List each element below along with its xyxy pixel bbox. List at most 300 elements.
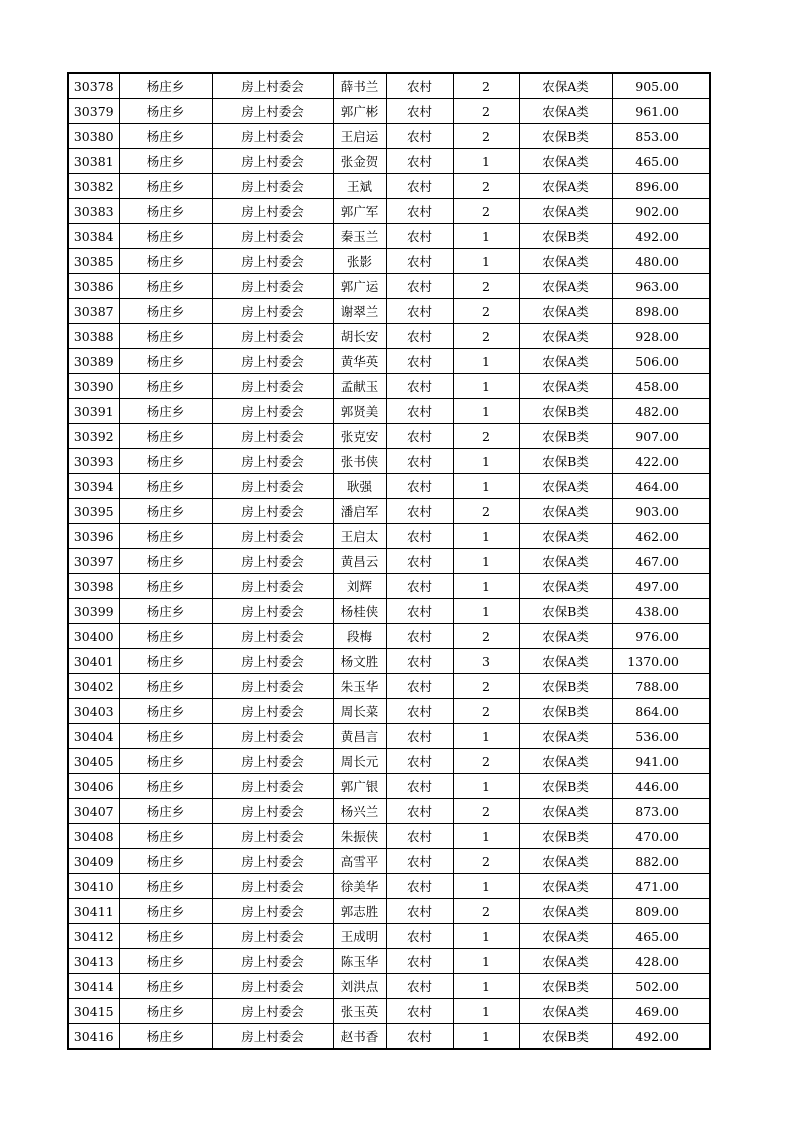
insurance-category-cell: 农保A类 <box>519 874 612 899</box>
residence-type-cell: 农村 <box>386 599 453 624</box>
village-committee-cell: 房上村委会 <box>212 474 333 499</box>
village-committee-cell: 房上村委会 <box>212 499 333 524</box>
serial-number-cell: 30384 <box>68 224 119 249</box>
amount-cell: 471.00 <box>612 874 710 899</box>
residence-type-cell: 农村 <box>386 624 453 649</box>
household-size-cell: 2 <box>453 324 519 349</box>
household-size-cell: 1 <box>453 524 519 549</box>
serial-number-cell: 30392 <box>68 424 119 449</box>
data-table <box>67 72 711 1050</box>
serial-number-cell: 30399 <box>68 599 119 624</box>
amount-cell: 898.00 <box>612 299 710 324</box>
name-cell: 徐美华 <box>333 874 386 899</box>
table-row <box>68 149 710 174</box>
serial-number-cell: 30388 <box>68 324 119 349</box>
amount-cell: 941.00 <box>612 749 710 774</box>
insurance-category-cell: 农保B类 <box>519 124 612 149</box>
township-cell: 杨庄乡 <box>119 399 212 424</box>
township-cell: 杨庄乡 <box>119 724 212 749</box>
amount-cell: 976.00 <box>612 624 710 649</box>
township-cell: 杨庄乡 <box>119 174 212 199</box>
insurance-category-cell: 农保B类 <box>519 1024 612 1050</box>
name-cell: 陈玉华 <box>333 949 386 974</box>
name-cell: 杨兴兰 <box>333 799 386 824</box>
table-row <box>68 73 710 99</box>
amount-cell: 873.00 <box>612 799 710 824</box>
serial-number-cell: 30400 <box>68 624 119 649</box>
name-cell: 朱振侠 <box>333 824 386 849</box>
amount-cell: 882.00 <box>612 849 710 874</box>
name-cell: 谢翠兰 <box>333 299 386 324</box>
household-size-cell: 1 <box>453 999 519 1024</box>
amount-cell: 963.00 <box>612 274 710 299</box>
household-size-cell: 2 <box>453 199 519 224</box>
township-cell: 杨庄乡 <box>119 774 212 799</box>
insurance-category-cell: 农保A类 <box>519 99 612 124</box>
name-cell: 王成明 <box>333 924 386 949</box>
name-cell: 赵书香 <box>333 1024 386 1050</box>
insurance-category-cell: 农保B类 <box>519 449 612 474</box>
amount-cell: 465.00 <box>612 149 710 174</box>
household-size-cell: 1 <box>453 149 519 174</box>
serial-number-cell: 30382 <box>68 174 119 199</box>
name-cell: 郭广运 <box>333 274 386 299</box>
village-committee-cell: 房上村委会 <box>212 624 333 649</box>
insurance-category-cell: 农保B类 <box>519 974 612 999</box>
residence-type-cell: 农村 <box>386 299 453 324</box>
township-cell: 杨庄乡 <box>119 524 212 549</box>
insurance-category-cell: 农保A类 <box>519 924 612 949</box>
residence-type-cell: 农村 <box>386 124 453 149</box>
serial-number-cell: 30389 <box>68 349 119 374</box>
table-row <box>68 649 710 674</box>
insurance-category-cell: 农保A类 <box>519 849 612 874</box>
residence-type-cell: 农村 <box>386 1024 453 1050</box>
serial-number-cell: 30415 <box>68 999 119 1024</box>
village-committee-cell: 房上村委会 <box>212 449 333 474</box>
name-cell: 王启太 <box>333 524 386 549</box>
household-size-cell: 2 <box>453 674 519 699</box>
table-row <box>68 474 710 499</box>
residence-type-cell: 农村 <box>386 749 453 774</box>
name-cell: 郭广军 <box>333 199 386 224</box>
amount-cell: 467.00 <box>612 549 710 574</box>
serial-number-cell: 30409 <box>68 849 119 874</box>
amount-cell: 492.00 <box>612 1024 710 1050</box>
village-committee-cell: 房上村委会 <box>212 799 333 824</box>
insurance-category-cell: 农保A类 <box>519 724 612 749</box>
township-cell: 杨庄乡 <box>119 149 212 174</box>
household-size-cell: 1 <box>453 924 519 949</box>
household-size-cell: 1 <box>453 599 519 624</box>
village-committee-cell: 房上村委会 <box>212 349 333 374</box>
residence-type-cell: 农村 <box>386 574 453 599</box>
name-cell: 张克安 <box>333 424 386 449</box>
amount-cell: 428.00 <box>612 949 710 974</box>
name-cell: 张影 <box>333 249 386 274</box>
serial-number-cell: 30406 <box>68 774 119 799</box>
township-cell: 杨庄乡 <box>119 349 212 374</box>
residence-type-cell: 农村 <box>386 924 453 949</box>
insurance-category-cell: 农保B类 <box>519 599 612 624</box>
residence-type-cell: 农村 <box>386 449 453 474</box>
insurance-category-cell: 农保A类 <box>519 624 612 649</box>
village-committee-cell: 房上村委会 <box>212 124 333 149</box>
insurance-category-cell: 农保A类 <box>519 299 612 324</box>
table-row <box>68 699 710 724</box>
insurance-category-cell: 农保A类 <box>519 349 612 374</box>
name-cell: 高雪平 <box>333 849 386 874</box>
amount-cell: 422.00 <box>612 449 710 474</box>
serial-number-cell: 30385 <box>68 249 119 274</box>
household-size-cell: 2 <box>453 424 519 449</box>
insurance-category-cell: 农保A类 <box>519 249 612 274</box>
serial-number-cell: 30381 <box>68 149 119 174</box>
village-committee-cell: 房上村委会 <box>212 824 333 849</box>
amount-cell: 902.00 <box>612 199 710 224</box>
residence-type-cell: 农村 <box>386 549 453 574</box>
name-cell: 胡长安 <box>333 324 386 349</box>
serial-number-cell: 30411 <box>68 899 119 924</box>
residence-type-cell: 农村 <box>386 824 453 849</box>
serial-number-cell: 30397 <box>68 549 119 574</box>
township-cell: 杨庄乡 <box>119 324 212 349</box>
village-committee-cell: 房上村委会 <box>212 749 333 774</box>
village-committee-cell: 房上村委会 <box>212 224 333 249</box>
name-cell: 朱玉华 <box>333 674 386 699</box>
amount-cell: 497.00 <box>612 574 710 599</box>
township-cell: 杨庄乡 <box>119 549 212 574</box>
amount-cell: 480.00 <box>612 249 710 274</box>
village-committee-cell: 房上村委会 <box>212 899 333 924</box>
village-committee-cell: 房上村委会 <box>212 674 333 699</box>
table-row <box>68 724 710 749</box>
name-cell: 段梅 <box>333 624 386 649</box>
name-cell: 周长菜 <box>333 699 386 724</box>
amount-cell: 809.00 <box>612 899 710 924</box>
township-cell: 杨庄乡 <box>119 374 212 399</box>
township-cell: 杨庄乡 <box>119 424 212 449</box>
amount-cell: 896.00 <box>612 174 710 199</box>
amount-cell: 464.00 <box>612 474 710 499</box>
village-committee-cell: 房上村委会 <box>212 524 333 549</box>
village-committee-cell: 房上村委会 <box>212 924 333 949</box>
name-cell: 王斌 <box>333 174 386 199</box>
name-cell: 郭广银 <box>333 774 386 799</box>
table-row <box>68 424 710 449</box>
village-committee-cell: 房上村委会 <box>212 149 333 174</box>
township-cell: 杨庄乡 <box>119 874 212 899</box>
township-cell: 杨庄乡 <box>119 799 212 824</box>
insurance-category-cell: 农保A类 <box>519 274 612 299</box>
serial-number-cell: 30396 <box>68 524 119 549</box>
township-cell: 杨庄乡 <box>119 949 212 974</box>
residence-type-cell: 农村 <box>386 324 453 349</box>
serial-number-cell: 30414 <box>68 974 119 999</box>
insurance-category-cell: 农保A类 <box>519 324 612 349</box>
name-cell: 耿强 <box>333 474 386 499</box>
table-row <box>68 599 710 624</box>
serial-number-cell: 30405 <box>68 749 119 774</box>
township-cell: 杨庄乡 <box>119 649 212 674</box>
household-size-cell: 2 <box>453 699 519 724</box>
name-cell: 孟献玉 <box>333 374 386 399</box>
name-cell: 张金贺 <box>333 149 386 174</box>
residence-type-cell: 农村 <box>386 349 453 374</box>
village-committee-cell: 房上村委会 <box>212 424 333 449</box>
residence-type-cell: 农村 <box>386 699 453 724</box>
insurance-category-cell: 农保B类 <box>519 424 612 449</box>
amount-cell: 853.00 <box>612 124 710 149</box>
serial-number-cell: 30391 <box>68 399 119 424</box>
township-cell: 杨庄乡 <box>119 299 212 324</box>
table-row <box>68 499 710 524</box>
township-cell: 杨庄乡 <box>119 574 212 599</box>
township-cell: 杨庄乡 <box>119 674 212 699</box>
insurance-category-cell: 农保A类 <box>519 799 612 824</box>
table-row <box>68 174 710 199</box>
insurance-category-cell: 农保B类 <box>519 774 612 799</box>
household-size-cell: 2 <box>453 274 519 299</box>
residence-type-cell: 农村 <box>386 674 453 699</box>
household-size-cell: 1 <box>453 249 519 274</box>
township-cell: 杨庄乡 <box>119 824 212 849</box>
amount-cell: 492.00 <box>612 224 710 249</box>
residence-type-cell: 农村 <box>386 474 453 499</box>
name-cell: 刘辉 <box>333 574 386 599</box>
name-cell: 潘启军 <box>333 499 386 524</box>
serial-number-cell: 30404 <box>68 724 119 749</box>
township-cell: 杨庄乡 <box>119 999 212 1024</box>
table-row <box>68 199 710 224</box>
township-cell: 杨庄乡 <box>119 199 212 224</box>
village-committee-cell: 房上村委会 <box>212 1024 333 1050</box>
name-cell: 杨文胜 <box>333 649 386 674</box>
township-cell: 杨庄乡 <box>119 249 212 274</box>
name-cell: 秦玉兰 <box>333 224 386 249</box>
serial-number-cell: 30379 <box>68 99 119 124</box>
table-row <box>68 874 710 899</box>
amount-cell: 502.00 <box>612 974 710 999</box>
village-committee-cell: 房上村委会 <box>212 874 333 899</box>
amount-cell: 506.00 <box>612 349 710 374</box>
township-cell: 杨庄乡 <box>119 449 212 474</box>
residence-type-cell: 农村 <box>386 73 453 99</box>
household-size-cell: 1 <box>453 1024 519 1050</box>
serial-number-cell: 30386 <box>68 274 119 299</box>
village-committee-cell: 房上村委会 <box>212 949 333 974</box>
household-size-cell: 1 <box>453 399 519 424</box>
township-cell: 杨庄乡 <box>119 1024 212 1050</box>
insurance-category-cell: 农保B类 <box>519 399 612 424</box>
table-row <box>68 974 710 999</box>
township-cell: 杨庄乡 <box>119 474 212 499</box>
household-size-cell: 1 <box>453 449 519 474</box>
serial-number-cell: 30407 <box>68 799 119 824</box>
residence-type-cell: 农村 <box>386 499 453 524</box>
village-committee-cell: 房上村委会 <box>212 574 333 599</box>
village-committee-cell: 房上村委会 <box>212 724 333 749</box>
township-cell: 杨庄乡 <box>119 224 212 249</box>
village-committee-cell: 房上村委会 <box>212 849 333 874</box>
table-row <box>68 374 710 399</box>
residence-type-cell: 农村 <box>386 199 453 224</box>
insurance-category-cell: 农保A类 <box>519 574 612 599</box>
amount-cell: 465.00 <box>612 924 710 949</box>
insurance-category-cell: 农保A类 <box>519 73 612 99</box>
household-size-cell: 1 <box>453 974 519 999</box>
township-cell: 杨庄乡 <box>119 99 212 124</box>
amount-cell: 788.00 <box>612 674 710 699</box>
village-committee-cell: 房上村委会 <box>212 399 333 424</box>
serial-number-cell: 30387 <box>68 299 119 324</box>
table-row <box>68 899 710 924</box>
insurance-category-cell: 农保A类 <box>519 749 612 774</box>
table-row <box>68 224 710 249</box>
household-size-cell: 1 <box>453 824 519 849</box>
amount-cell: 905.00 <box>612 73 710 99</box>
table-row <box>68 949 710 974</box>
township-cell: 杨庄乡 <box>119 974 212 999</box>
household-size-cell: 1 <box>453 549 519 574</box>
household-size-cell: 2 <box>453 174 519 199</box>
residence-type-cell: 农村 <box>386 949 453 974</box>
household-size-cell: 1 <box>453 349 519 374</box>
household-size-cell: 2 <box>453 73 519 99</box>
residence-type-cell: 农村 <box>386 149 453 174</box>
amount-cell: 864.00 <box>612 699 710 724</box>
table-row <box>68 349 710 374</box>
insurance-category-cell: 农保A类 <box>519 474 612 499</box>
household-size-cell: 1 <box>453 949 519 974</box>
village-committee-cell: 房上村委会 <box>212 73 333 99</box>
amount-cell: 907.00 <box>612 424 710 449</box>
serial-number-cell: 30408 <box>68 824 119 849</box>
serial-number-cell: 30412 <box>68 924 119 949</box>
residence-type-cell: 农村 <box>386 874 453 899</box>
residence-type-cell: 农村 <box>386 999 453 1024</box>
table-row <box>68 624 710 649</box>
insurance-category-cell: 农保A类 <box>519 174 612 199</box>
table-row <box>68 999 710 1024</box>
household-size-cell: 3 <box>453 649 519 674</box>
township-cell: 杨庄乡 <box>119 124 212 149</box>
name-cell: 王启运 <box>333 124 386 149</box>
household-size-cell: 2 <box>453 749 519 774</box>
serial-number-cell: 30402 <box>68 674 119 699</box>
insurance-category-cell: 农保A类 <box>519 149 612 174</box>
name-cell: 黄华英 <box>333 349 386 374</box>
serial-number-cell: 30393 <box>68 449 119 474</box>
table-row <box>68 524 710 549</box>
township-cell: 杨庄乡 <box>119 699 212 724</box>
village-committee-cell: 房上村委会 <box>212 99 333 124</box>
residence-type-cell: 农村 <box>386 249 453 274</box>
serial-number-cell: 30416 <box>68 1024 119 1050</box>
amount-cell: 469.00 <box>612 999 710 1024</box>
serial-number-cell: 30390 <box>68 374 119 399</box>
insurance-category-cell: 农保B类 <box>519 674 612 699</box>
township-cell: 杨庄乡 <box>119 624 212 649</box>
table-row <box>68 1024 710 1050</box>
insurance-category-cell: 农保B类 <box>519 699 612 724</box>
insurance-category-cell: 农保A类 <box>519 199 612 224</box>
residence-type-cell: 农村 <box>386 224 453 249</box>
name-cell: 薛书兰 <box>333 73 386 99</box>
village-committee-cell: 房上村委会 <box>212 974 333 999</box>
township-cell: 杨庄乡 <box>119 599 212 624</box>
household-size-cell: 2 <box>453 799 519 824</box>
insurance-category-cell: 农保B类 <box>519 824 612 849</box>
village-committee-cell: 房上村委会 <box>212 324 333 349</box>
amount-cell: 1370.00 <box>612 649 710 674</box>
name-cell: 张书侠 <box>333 449 386 474</box>
village-committee-cell: 房上村委会 <box>212 774 333 799</box>
residence-type-cell: 农村 <box>386 374 453 399</box>
name-cell: 黄昌言 <box>333 724 386 749</box>
village-committee-cell: 房上村委会 <box>212 649 333 674</box>
serial-number-cell: 30413 <box>68 949 119 974</box>
insurance-category-cell: 农保A类 <box>519 374 612 399</box>
table-row <box>68 249 710 274</box>
insurance-category-cell: 农保A类 <box>519 949 612 974</box>
household-size-cell: 1 <box>453 374 519 399</box>
residence-type-cell: 农村 <box>386 524 453 549</box>
village-committee-cell: 房上村委会 <box>212 599 333 624</box>
table-row <box>68 99 710 124</box>
name-cell: 杨桂侠 <box>333 599 386 624</box>
township-cell: 杨庄乡 <box>119 749 212 774</box>
name-cell: 郭志胜 <box>333 899 386 924</box>
serial-number-cell: 30380 <box>68 124 119 149</box>
table-row <box>68 799 710 824</box>
insurance-category-cell: 农保B类 <box>519 224 612 249</box>
table-row <box>68 324 710 349</box>
village-committee-cell: 房上村委会 <box>212 274 333 299</box>
village-committee-cell: 房上村委会 <box>212 174 333 199</box>
township-cell: 杨庄乡 <box>119 849 212 874</box>
table-row <box>68 274 710 299</box>
table-row <box>68 399 710 424</box>
village-committee-cell: 房上村委会 <box>212 549 333 574</box>
township-cell: 杨庄乡 <box>119 274 212 299</box>
residence-type-cell: 农村 <box>386 174 453 199</box>
amount-cell: 903.00 <box>612 499 710 524</box>
insurance-category-cell: 农保A类 <box>519 649 612 674</box>
household-size-cell: 1 <box>453 724 519 749</box>
household-size-cell: 1 <box>453 574 519 599</box>
table-body <box>68 73 710 1049</box>
amount-cell: 438.00 <box>612 599 710 624</box>
serial-number-cell: 30378 <box>68 73 119 99</box>
insurance-category-cell: 农保A类 <box>519 999 612 1024</box>
household-size-cell: 2 <box>453 899 519 924</box>
serial-number-cell: 30401 <box>68 649 119 674</box>
table-row <box>68 574 710 599</box>
name-cell: 郭广彬 <box>333 99 386 124</box>
household-size-cell: 1 <box>453 224 519 249</box>
table-row <box>68 674 710 699</box>
amount-cell: 458.00 <box>612 374 710 399</box>
residence-type-cell: 农村 <box>386 774 453 799</box>
serial-number-cell: 30398 <box>68 574 119 599</box>
amount-cell: 462.00 <box>612 524 710 549</box>
table-row <box>68 749 710 774</box>
residence-type-cell: 农村 <box>386 724 453 749</box>
serial-number-cell: 30383 <box>68 199 119 224</box>
insurance-category-cell: 农保A类 <box>519 899 612 924</box>
residence-type-cell: 农村 <box>386 649 453 674</box>
